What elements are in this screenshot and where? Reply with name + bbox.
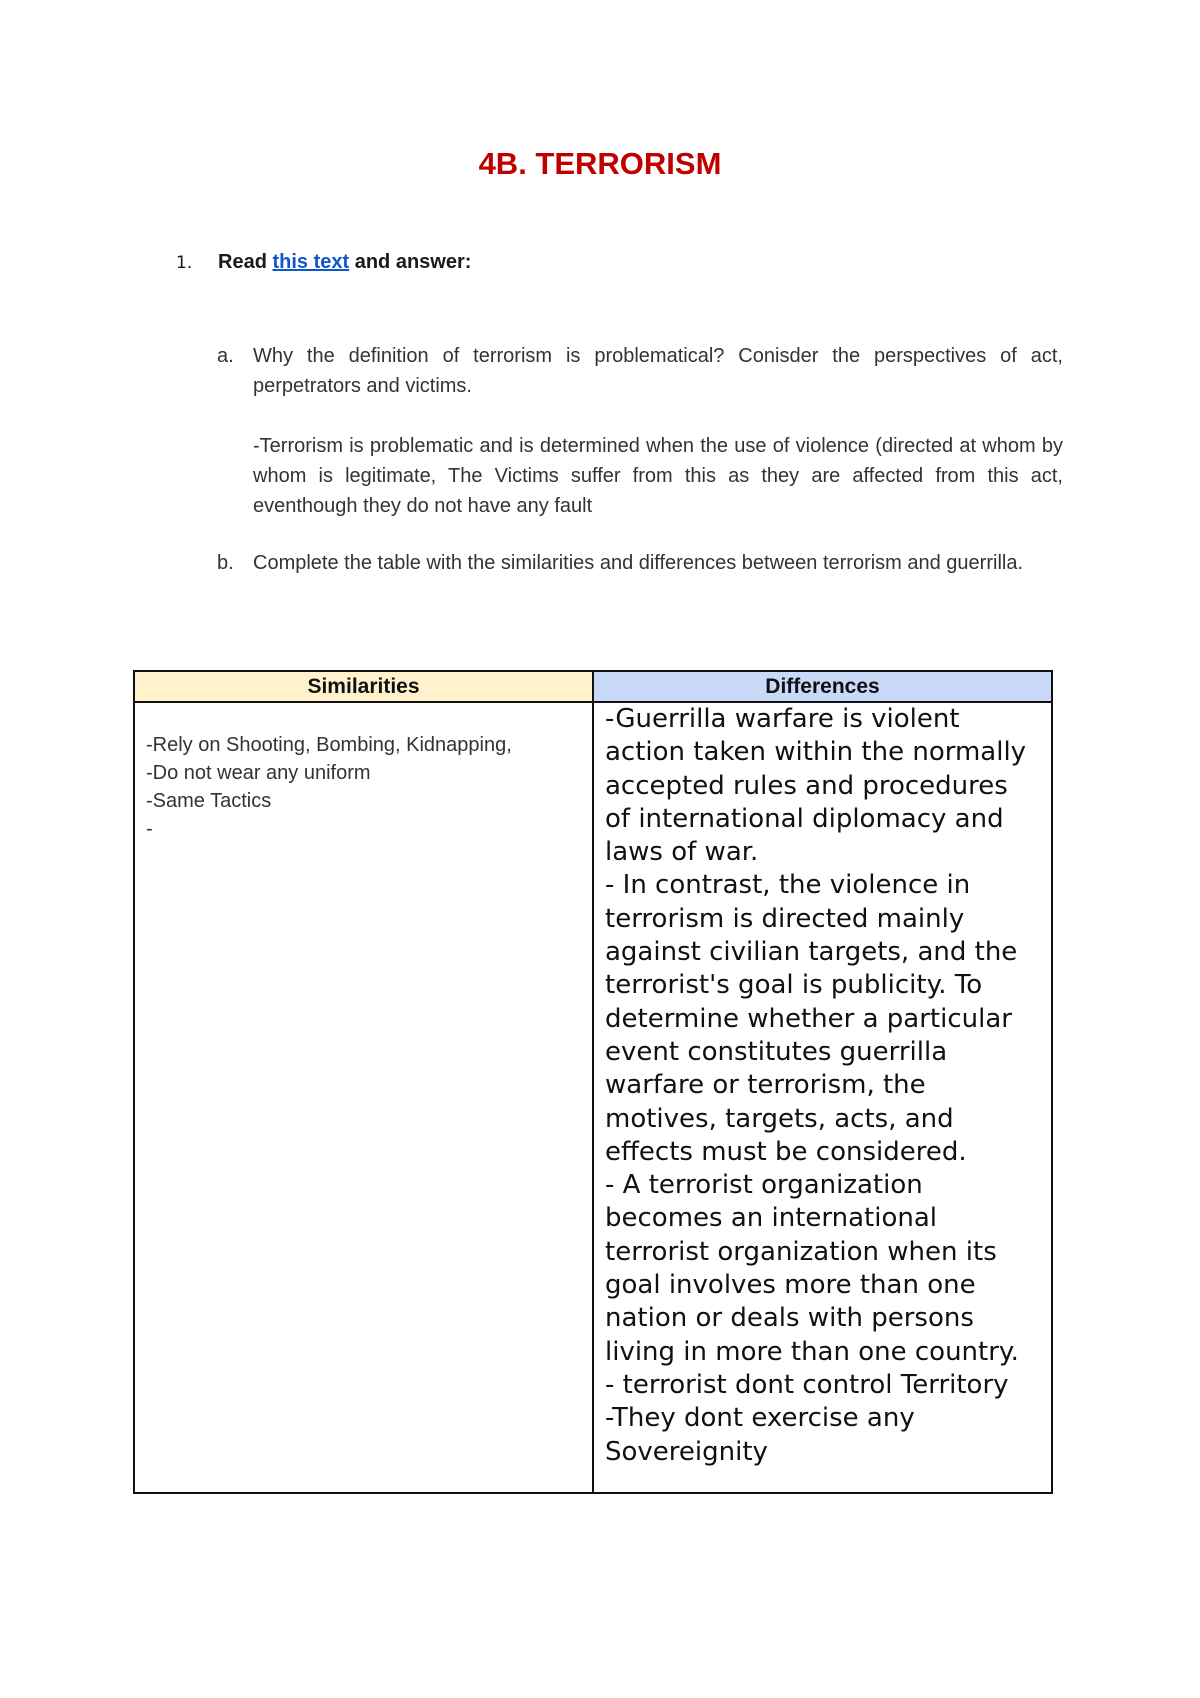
part-b-question-text: Complete the table with the similarities and differences between terrorism and guerrilla. — [253, 552, 1024, 574]
similarity-item: -Rely on Shooting, Bombing, Kidnapping, — [146, 734, 512, 756]
difference-item: - A terrorist organization becomes an international terrorist organization when its goal involves more than one nation or deals with persons living in more than one country. — [605, 1170, 1019, 1367]
similarity-item: -Same Tactics — [146, 790, 272, 812]
differences-header: Differences — [593, 671, 1052, 702]
difference-item: - terrorist dont control Territory — [605, 1369, 1009, 1400]
difference-item: -They dont exercise any Sovereignity — [605, 1403, 915, 1467]
question-1 — [176, 251, 471, 274]
similarity-item: -Do not wear any uniform — [146, 762, 371, 784]
similarity-item: - — [146, 818, 153, 840]
page-title: 4B. TERRORISM — [478, 146, 722, 181]
question-suffix: and answer: — [349, 251, 472, 273]
question-prefix: Read — [218, 251, 273, 273]
part-a-question-text: Why the definition of terrorism is problematical? Conisder the perspectives of act, perpetrators and victims. — [253, 345, 1063, 397]
comparison-table — [133, 670, 1053, 1494]
part-b-question — [217, 548, 1063, 578]
part-a-marker: a. — [217, 345, 234, 367]
question-number: 1. — [176, 253, 193, 273]
part-a-answer: -Terrorism is problematic and is determined when the use of violence (directed at whom by whom is legitimate, The Victims suffer from this as they are affected from this act, eventhough they do not have any fault — [253, 435, 1063, 517]
part-b-marker: b. — [217, 552, 234, 574]
similarities-list — [135, 703, 592, 843]
similarities-cell — [134, 702, 593, 1493]
this-text-link[interactable]: this text — [272, 251, 350, 273]
part-a-question — [217, 341, 1063, 401]
similarities-header: Similarities — [134, 671, 593, 702]
difference-item: - In contrast, the violence in terrorism is directed mainly against civilian targets, and the terrorist's goal is publicity. To determine whether a particular event constitutes guerrilla warfare or terrorism, the motives, targets, acts, and effects must be considered. — [605, 870, 1018, 1167]
difference-item: -Guerrilla warfare is violent action taken within the normally accepted rules and procedures of international diplomacy and laws of war. — [605, 704, 1027, 868]
differences-cell — [593, 702, 1052, 1493]
